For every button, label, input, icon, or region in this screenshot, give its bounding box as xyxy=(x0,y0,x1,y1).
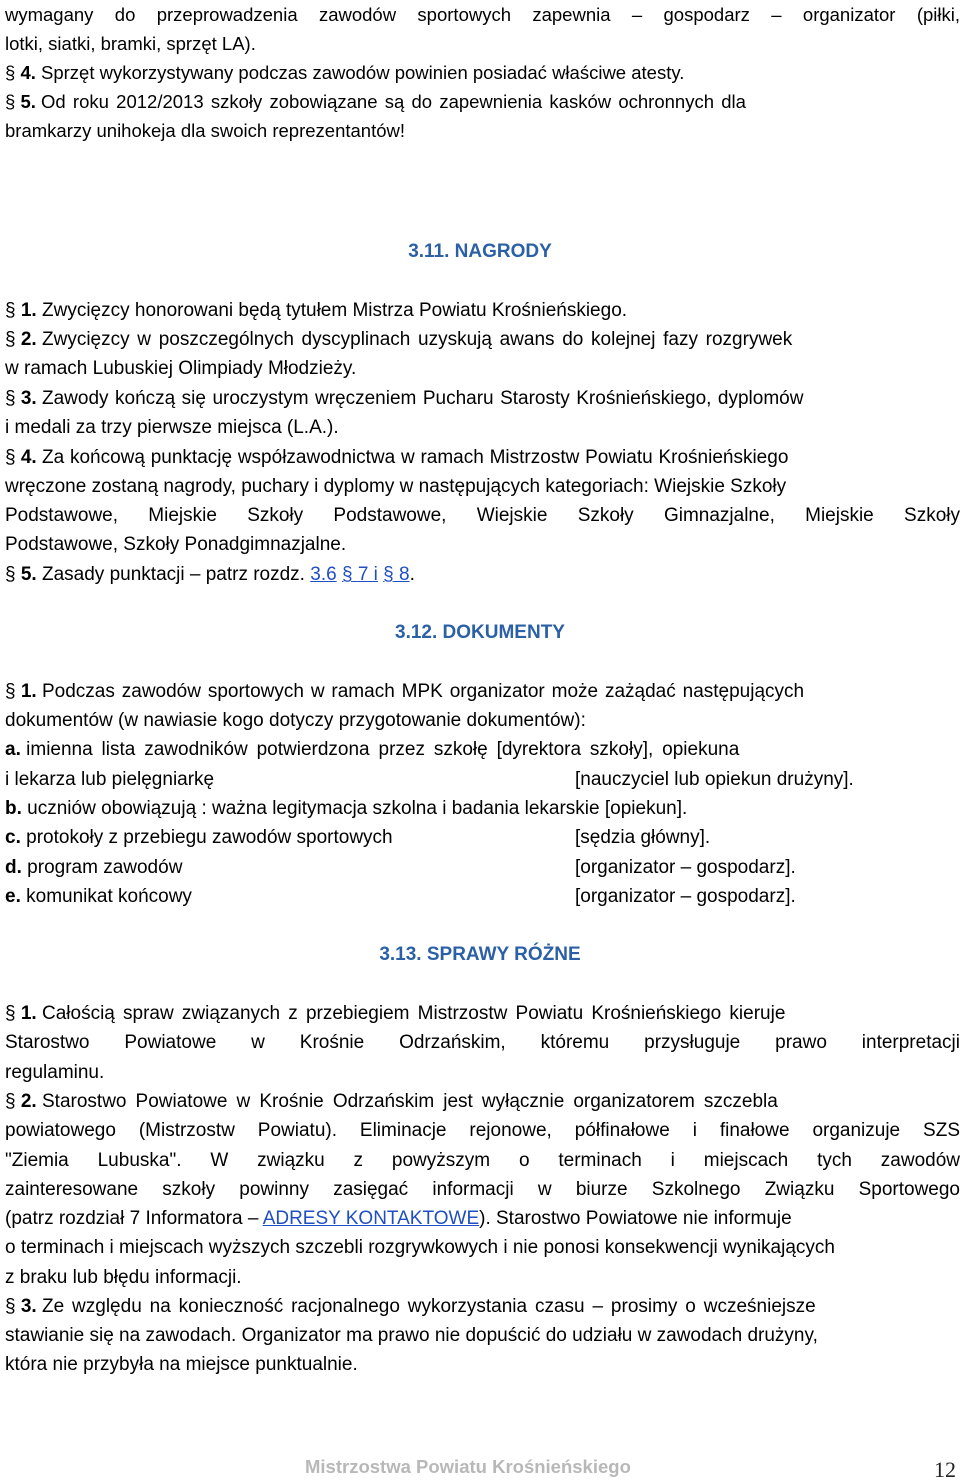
section-sign: § xyxy=(5,91,16,112)
section-heading-sprawy-rozne: 3.13. SPRAWY RÓŻNE xyxy=(379,944,581,965)
sprawy-item-2: § 2. Starostwo Powiatowe w Krośnie Odrzańskim jest wyłącznie organizatorem szczebla xyxy=(5,1091,778,1112)
text-line: która nie przybyła na miejsce punktualnie. xyxy=(5,1354,358,1375)
text-line: dokumentów (w nawiasie kogo dotyczy przygotowanie dokumentów): xyxy=(5,710,586,731)
paragraph-text: Sprzęt wykorzystywany podczas zawodów powinien posiadać właściwe atesty. xyxy=(41,62,685,83)
text-line: bramkarzy unihokeja dla swoich reprezentantów! xyxy=(5,120,406,141)
text-line: stawianie się na zawodach. Organizator ma prawo nie dopuścić do udziału w zawodach drużyny, xyxy=(5,1325,818,1346)
text-line: lotki, siatki, bramki, sprzęt LA). xyxy=(5,33,256,54)
responsible-party: [nauczyciel lub opiekun drużyny]. xyxy=(575,769,854,790)
link-section-8[interactable]: § 8 xyxy=(383,564,410,585)
nagrody-item-4: § 4. Za końcową punktację współzawodnictwa w ramach Mistrzostw Powiatu Krośnieńskiego xyxy=(5,447,789,468)
link-section-3-6[interactable]: 3.6 xyxy=(310,564,337,585)
link-adresy-kontaktowe[interactable]: ADRESY KONTAKTOWE xyxy=(262,1208,480,1229)
section-heading-dokumenty: 3.12. DOKUMENTY xyxy=(395,622,565,643)
link-section-7[interactable]: § 7 i xyxy=(341,564,378,585)
text-line: powiatowego (Mistrzostw Powiatu). Eliminacje rejonowe, półfinałowe i finałowe organizuje SZS xyxy=(5,1120,960,1141)
document-item-c: c. protokoły z przebiegu zawodów sportowych [sędzia główny]. xyxy=(5,823,960,852)
sprawy-item-3: § 3. Ze względu na konieczność racjonalnego wykorzystania czasu – prosimy o wcześniejsze xyxy=(5,1296,816,1317)
paragraph-number: 4. xyxy=(20,62,36,83)
nagrody-item-2: § 2. Zwycięzcy w poszczególnych dyscyplinach uzyskują awans do kolejnej fazy rozgrywek xyxy=(5,329,793,350)
text-line: o terminach i miejscach wyższych szczebli rozgrywkowych i nie ponosi konsekwencji wynikających xyxy=(5,1237,835,1258)
text-line: Podstawowe, Szkoły Ponadgimnazjalne. xyxy=(5,534,347,555)
nagrody-item-3: § 3. Zawody kończą się uroczystym wręczeniem Pucharu Starosty Krośnieńskiego, dyplomów xyxy=(5,388,804,409)
nagrody-item-5: § 5. Zasady punktacji – patrz rozdz. 3.6 § 7 i § 8. xyxy=(5,564,415,585)
text-line: Starostwo Powiatowe w Krośnie Odrzańskim, któremu przysługuje prawo interpretacji xyxy=(5,1032,960,1053)
text-line: regulaminu. xyxy=(5,1062,105,1083)
responsible-party: [sędzia główny]. xyxy=(575,827,711,848)
document-item-b: b. uczniów obowiązują : ważna legitymacja szkolna i badania lekarskie [opiekun]. xyxy=(5,798,688,819)
text-line: "Ziemia Lubuska". W związku z powyższym o terminach i miejscach tych zawodów xyxy=(5,1150,960,1171)
dokumenty-item-1: § 1. Podczas zawodów sportowych w ramach MPK organizator może zażądać następujących xyxy=(5,681,805,702)
text-line: Podstawowe, Miejskie Szkoły Podstawowe, Wiejskie Szkoły Gimnazjalne, Miejskie Szkoły xyxy=(5,505,960,526)
text-line: zainteresowane szkoły powinny zasięgać informacji w biurze Szkolnego Związku Sportowego xyxy=(5,1179,960,1200)
text-line: w ramach Lubuskiej Olimpiady Młodzieży. xyxy=(5,358,357,379)
text-line: (patrz rozdział 7 Informatora – ADRESY KONTAKTOWE). Starostwo Powiatowe nie informuje xyxy=(5,1208,792,1229)
paragraph-4 xyxy=(5,58,960,87)
document-item-a-cont: i lekarza lub pielęgniarkę [nauczyciel lub opiekun drużyny]. xyxy=(5,765,960,794)
section-sign: § xyxy=(5,62,16,83)
text-line: wręczone zostaną nagrody, puchary i dyplomy w następujących kategoriach: Wiejskie Szkoły xyxy=(5,476,787,497)
responsible-party: [organizator – gospodarz]. xyxy=(575,886,796,907)
section-heading-nagrody: 3.11. NAGRODY xyxy=(408,241,552,262)
paragraph-5 xyxy=(5,87,960,116)
paragraph-number: 5. xyxy=(20,91,36,112)
text-line: i medali za trzy pierwsze miejsca (L.A.). xyxy=(5,417,339,438)
responsible-party: [organizator – gospodarz]. xyxy=(575,857,796,878)
paragraph-text: Od roku 2012/2013 szkoły zobowiązane są do zapewnienia kasków ochronnych dla xyxy=(41,91,746,112)
nagrody-item-1: § 1. Zwycięzcy honorowani będą tytułem Mistrza Powiatu Krośnieńskiego. xyxy=(5,300,628,321)
document-item-d: d. program zawodów [organizator – gospodarz]. xyxy=(5,853,960,882)
document-item-e: e. komunikat końcowy [organizator – gospodarz]. xyxy=(5,882,960,911)
footer-title: Mistrzostwa Powiatu Krośnieńskiego xyxy=(305,1456,631,1477)
page-number: 12 xyxy=(934,1457,956,1482)
sprawy-item-1: § 1. Całością spraw związanych z przebiegiem Mistrzostw Powiatu Krośnieńskiego kieruje xyxy=(5,1003,786,1024)
document-item-a: a. imienna lista zawodników potwierdzona przez szkołę [dyrektora szkoły], opiekuna xyxy=(5,739,740,760)
text-line: wymagany do przeprowadzenia zawodów sportowych zapewnia – gospodarz – organizator (piłki, xyxy=(5,4,960,25)
text-line: z braku lub błędu informacji. xyxy=(5,1267,242,1288)
